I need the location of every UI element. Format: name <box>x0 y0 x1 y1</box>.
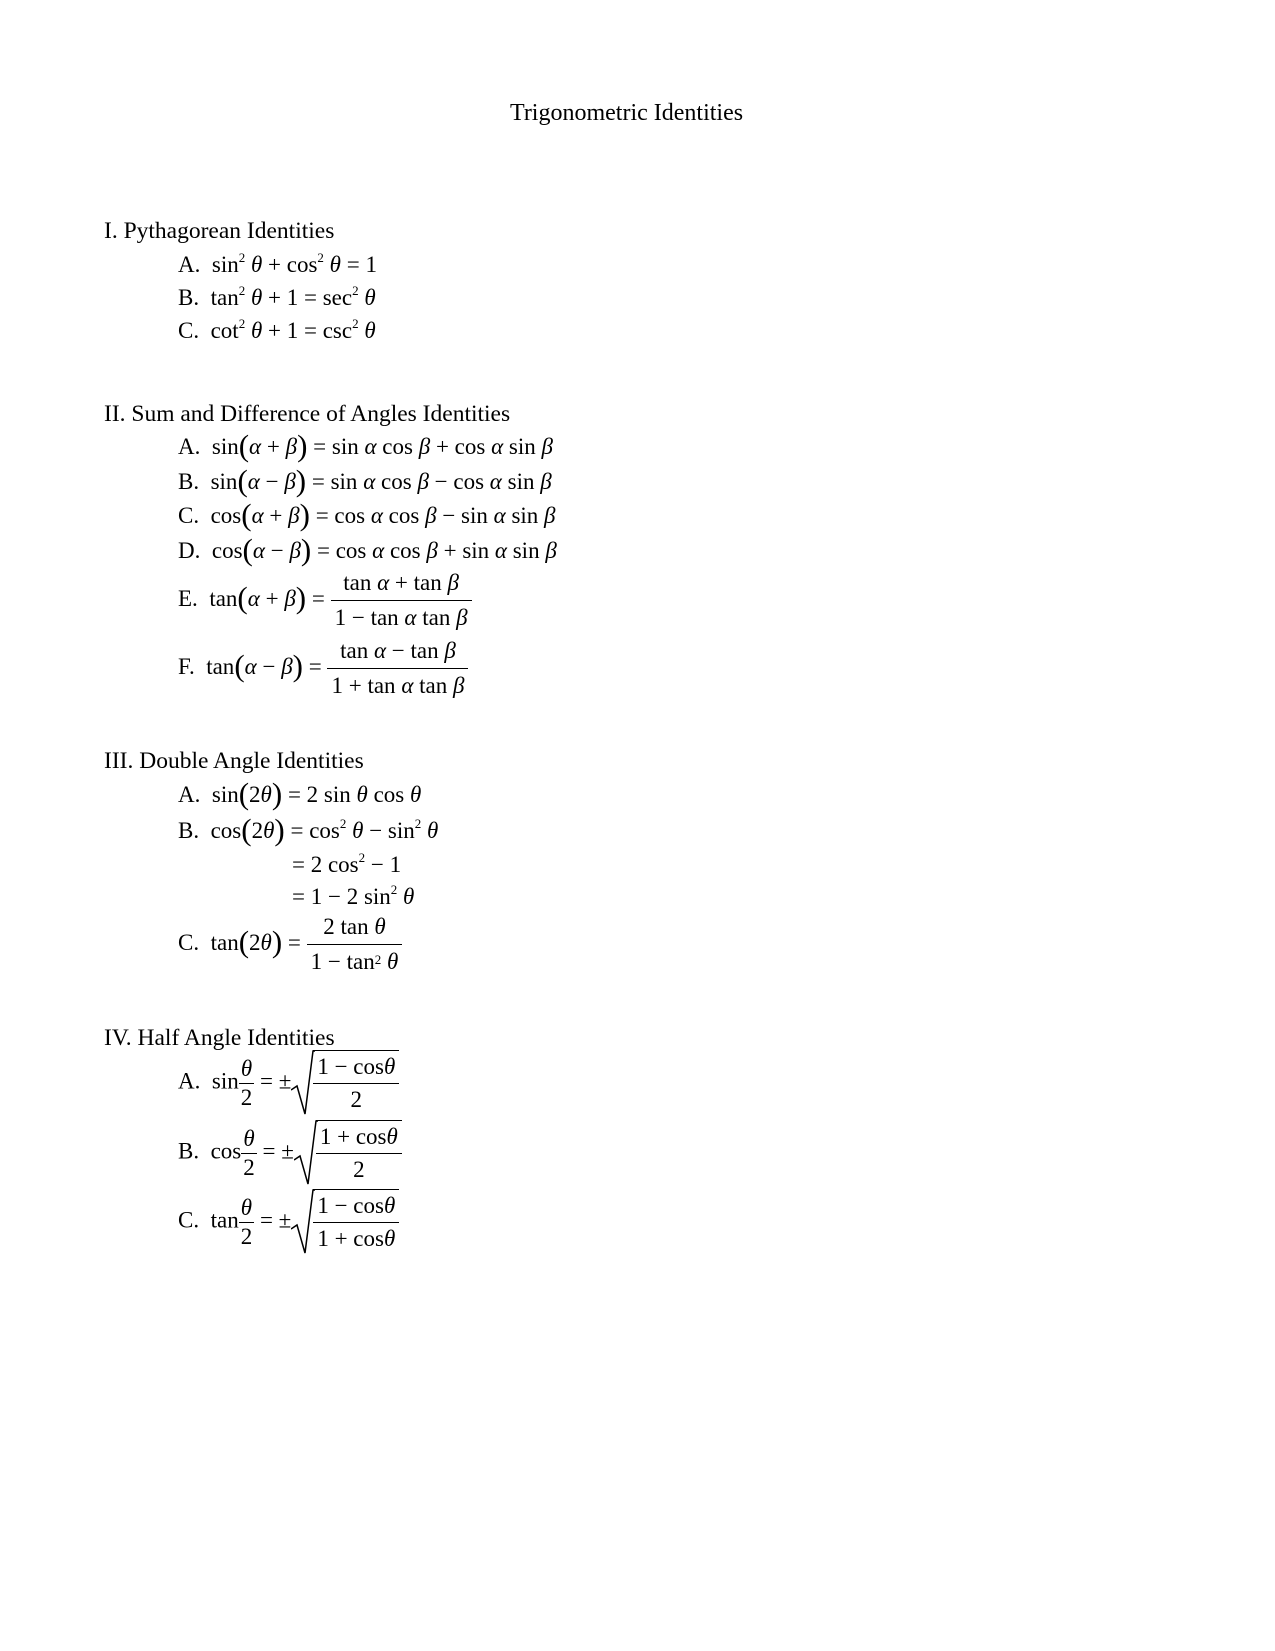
fraction: $\frac{\theta}{2}$ <box>240 1055 253 1110</box>
section-heading-double-angle: III. Double Angle Identities <box>104 748 364 774</box>
square-root: $\frac{1 + \cos\theta}{2}$ <box>294 1120 402 1186</box>
item-label: A. <box>178 1068 201 1094</box>
identity-half-b: B. cos $\frac{\theta}{2}$ = ± $\frac{1 + \cos\theta}{2}$ <box>178 1120 402 1186</box>
item-label: B. <box>178 818 200 843</box>
fraction: $\frac{\text{tan α + tan β}}{\text{1 − tan α tan β}}$ <box>331 566 472 635</box>
identity-sum-c: C. cos(α + β) = cos α cos β − sin α sin β <box>178 497 556 532</box>
fraction: $\frac{\theta}{2}$ <box>243 1125 255 1180</box>
item-label: C. <box>178 1207 200 1233</box>
item-label: A. <box>178 252 201 277</box>
item-label: C. <box>178 929 200 955</box>
item-label: B. <box>178 1138 200 1164</box>
identity-pythagorean-b: B. $\tan^2 \theta + 1 = \sec^2 \theta$ <box>178 283 376 310</box>
identity-double-c: C. tan(2θ) = $\frac{\text{2 tan θ}}{1 - \tan^2 \theta}$ <box>178 910 402 979</box>
section-heading-pythagorean: I. Pythagorean Identities <box>104 218 335 244</box>
fraction: $\frac{\text{tan α − tan β}}{\text{1 + tan α tan β}}$ <box>327 634 468 703</box>
identity-sum-b: B. sin(α − β) = sin α cos β − cos α sin β <box>178 463 552 498</box>
item-label: A. <box>178 434 201 459</box>
identity-double-b: B. $\cos(2\theta) = \cos^2 \theta - \sin^2 \theta$ <box>178 812 439 847</box>
identity-half-a: A. sin $\frac{\theta}{2}$ = ± $\frac{1 - \cos\theta}{2}$ <box>178 1050 399 1116</box>
identity-sum-d: D. cos(α − β) = cos α cos β + sin α sin β <box>178 532 557 567</box>
identity-half-c: C. tan $\frac{\theta}{2}$ = ± $\frac{1 - \cos\theta}{1 + \cos\theta}$ <box>178 1189 399 1255</box>
identity-double-b-alt-1: = 2 $\cos^2 - 1$ <box>292 850 402 877</box>
item-label: A. <box>178 782 201 807</box>
section-heading-half-angle: IV. Half Angle Identities <box>104 1025 335 1051</box>
square-root: $\frac{1 - \cos\theta}{1 + \cos\theta}$ <box>291 1189 399 1255</box>
item-label: C. <box>178 318 200 343</box>
identity-double-a: A. sin(2θ) = 2 sin θ cos θ <box>178 776 422 811</box>
identity-sum-e: E. tan(α + β) = $\frac{\text{tan α + tan β}}{\text{1 − tan α tan β}}$ <box>178 566 472 635</box>
identity-pythagorean-c: C. $\cot^2 \theta + 1 = \csc^2 \theta$ <box>178 316 376 343</box>
identity-sum-f: F. tan(α − β) = $\frac{\text{tan α − tan β}}{\text{1 + tan α tan β}}$ <box>178 634 468 703</box>
fraction: $\frac{\text{2 tan θ}}{1 - \tan^2 \theta}$ <box>307 910 403 979</box>
page-title: Trigonometric Identities <box>510 100 744 126</box>
identity-sum-a: A. sin(α + β) = sin α cos β + cos α sin β <box>178 428 553 463</box>
item-label: E. <box>178 585 198 611</box>
item-label: B. <box>178 469 200 494</box>
item-label: F. <box>178 653 195 679</box>
item-label: B. <box>178 285 200 310</box>
item-label: C. <box>178 503 200 528</box>
item-label: D. <box>178 538 201 563</box>
fraction: $\frac{\theta}{2}$ <box>240 1194 253 1249</box>
section-heading-sum-difference: II. Sum and Difference of Angles Identities <box>104 401 511 427</box>
identity-double-b-alt-2: = 1 − 2 $\sin^2 \theta$ <box>292 882 415 909</box>
square-root: $\frac{1 - \cos\theta}{2}$ <box>291 1050 399 1116</box>
identity-pythagorean-a: A. $\sin^2 \theta + \cos^2 \theta = 1$ <box>178 250 377 277</box>
